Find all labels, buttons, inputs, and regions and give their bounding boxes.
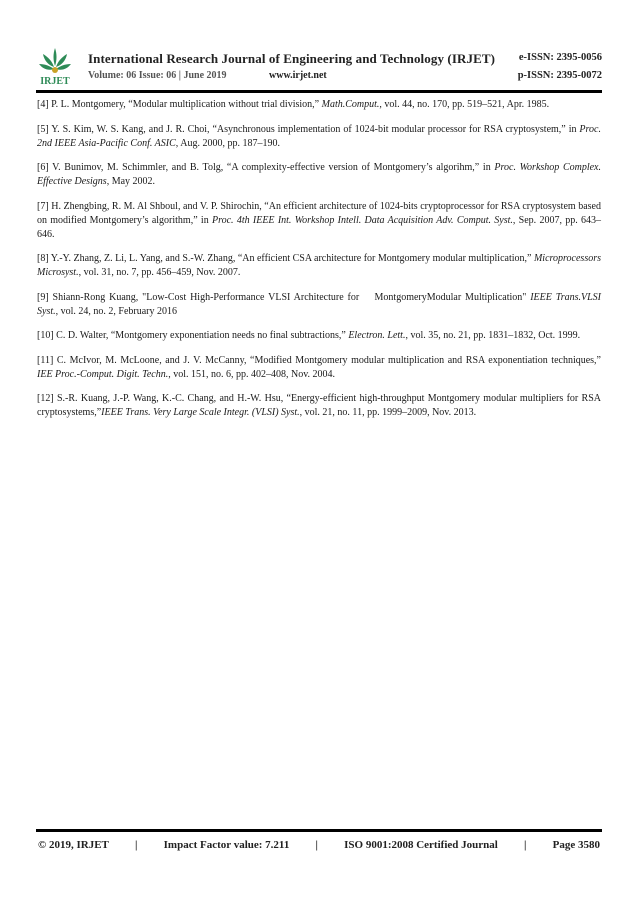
journal-title: International Research Journal of Engineering and Technology (IRJET) [88,51,496,66]
footer-separator: | [523,839,527,851]
eissn: e-ISSN: 2395-0056 [518,52,602,63]
reference-source: Proc. Workshop Complex. Effective Designs [37,162,601,187]
footer-page-number: Page 3580 [552,839,600,851]
reference-source: Electron. Lett. [348,330,406,341]
reference-item [37,200,601,242]
reference-item [37,123,601,151]
irjet-logo [36,44,74,88]
reference-item [37,392,601,420]
logo-text: IRJET [40,76,70,87]
page-header [36,44,602,88]
reference-item [37,161,601,189]
footer-separator: | [315,839,318,851]
reference-source: IEE Proc.-Comput. Digit. Techn. [37,368,169,380]
reference-source: IEEE Trans.VLSI Syst. [37,291,601,317]
reference-source: Proc. 2nd IEEE Asia-Pacific Conf. ASIC [37,123,601,149]
reference-item [37,329,601,343]
reference-source: IEEE Trans. Very Large Scale Integr. (VLSI) Syst. [101,407,300,418]
footer-rule [36,829,602,832]
reference-source: Proc. 4th IEEE Int. Workshop Intell. Data Acquisition Adv. Comput. Syst. [211,214,513,226]
pissn: p-ISSN: 2395-0072 [517,70,602,81]
footer-copyright: © 2019, IRJET [38,839,109,851]
reference-text: [5] Y. S. Kim, W. S. Kang, and J. R. Choi, “Asynchronous implementation of 1024-bit modular processor for RSA cryptosystem,” in [37,123,580,135]
reference-text: [8] Y.-Y. Zhang, Z. Li, L. Yang, and S.-W. Zhang, “An efficient CSA architecture for Montgomery modular multiplication,” [37,253,534,264]
reference-item [37,291,601,319]
volume-issue: Volume: 06 Issue: 06 | June 2019 [88,70,227,81]
reference-text: [7] H. Zhengbing, R. M. Al Shboul, and V. P. Shirochin, “An efficient architecture of 1024-bits cryptoprocessor for RSA cryptosystem based on modified Montgomery’s algorithm,” in [37,200,601,226]
reference-item [37,98,601,112]
footer-separator: | [135,839,138,851]
reference-details: , Sep. 2007, pp. 643–646. [37,214,602,240]
reference-item [37,354,601,382]
reference-source: Microprocessors Microsyst. [37,253,601,278]
reference-details: , Aug. 2000, pp. 187–190. [175,137,280,149]
reference-list [37,98,601,431]
reference-text: [6] V. Bunimov, M. Schimmler, and B. Tolg, “A complexity-effective version of Montgomery’s algorihm,” in [37,162,495,173]
reference-text: [9] Shiann-Rong Kuang, "Low-Cost High-Performance VLSI Architecture for MontgomeryModular Multiplication" [37,291,531,303]
website-link[interactable]: www.irjet.net [269,70,327,81]
reference-item [37,252,601,280]
header-rule [36,90,602,93]
reference-details: , vol. 31, no. 7, pp. 456–459, Nov. 2007. [78,267,241,278]
reference-text: [4] P. L. Montgomery, “Modular multiplication without trial division,” [37,99,322,110]
footer-impact-factor: Impact Factor value: 7.211 [163,839,290,851]
reference-details: , May 2002. [106,176,156,187]
reference-text: [12] S.-R. Kuang, J.-P. Wang, K.-C. Chang, and H.-W. Hsu, “Energy-efficient high-throughput Montgomery modular multipliers for RSA cryptosystems,” [37,393,601,418]
reference-details: , vol. 21, no. 11, pp. 1999–2009, Nov. 2013. [299,407,477,418]
reference-text: [11] C. McIvor, M. McLoone, and J. V. McCanny, “Modified Montgomery modular multiplication and RSA exponentiation techniques,” [37,354,601,366]
reference-details: , vol. 151, no. 6, pp. 402–408, Nov. 2004. [168,368,336,380]
reference-details: , vol. 44, no. 170, pp. 519–521, Apr. 1985. [379,99,550,110]
reference-text: [10] C. D. Walter, “Montgomery exponentiation needs no final subtractions,” [37,330,349,341]
reference-source: Math.Comput. [321,99,380,110]
page-footer [38,839,600,851]
reference-details: , vol. 24, no. 2, February 2016 [55,305,177,317]
reference-details: , vol. 35, no. 21, pp. 1831–1832, Oct. 1999. [405,330,581,341]
footer-iso: ISO 9001:2008 Certified Journal [344,839,498,851]
